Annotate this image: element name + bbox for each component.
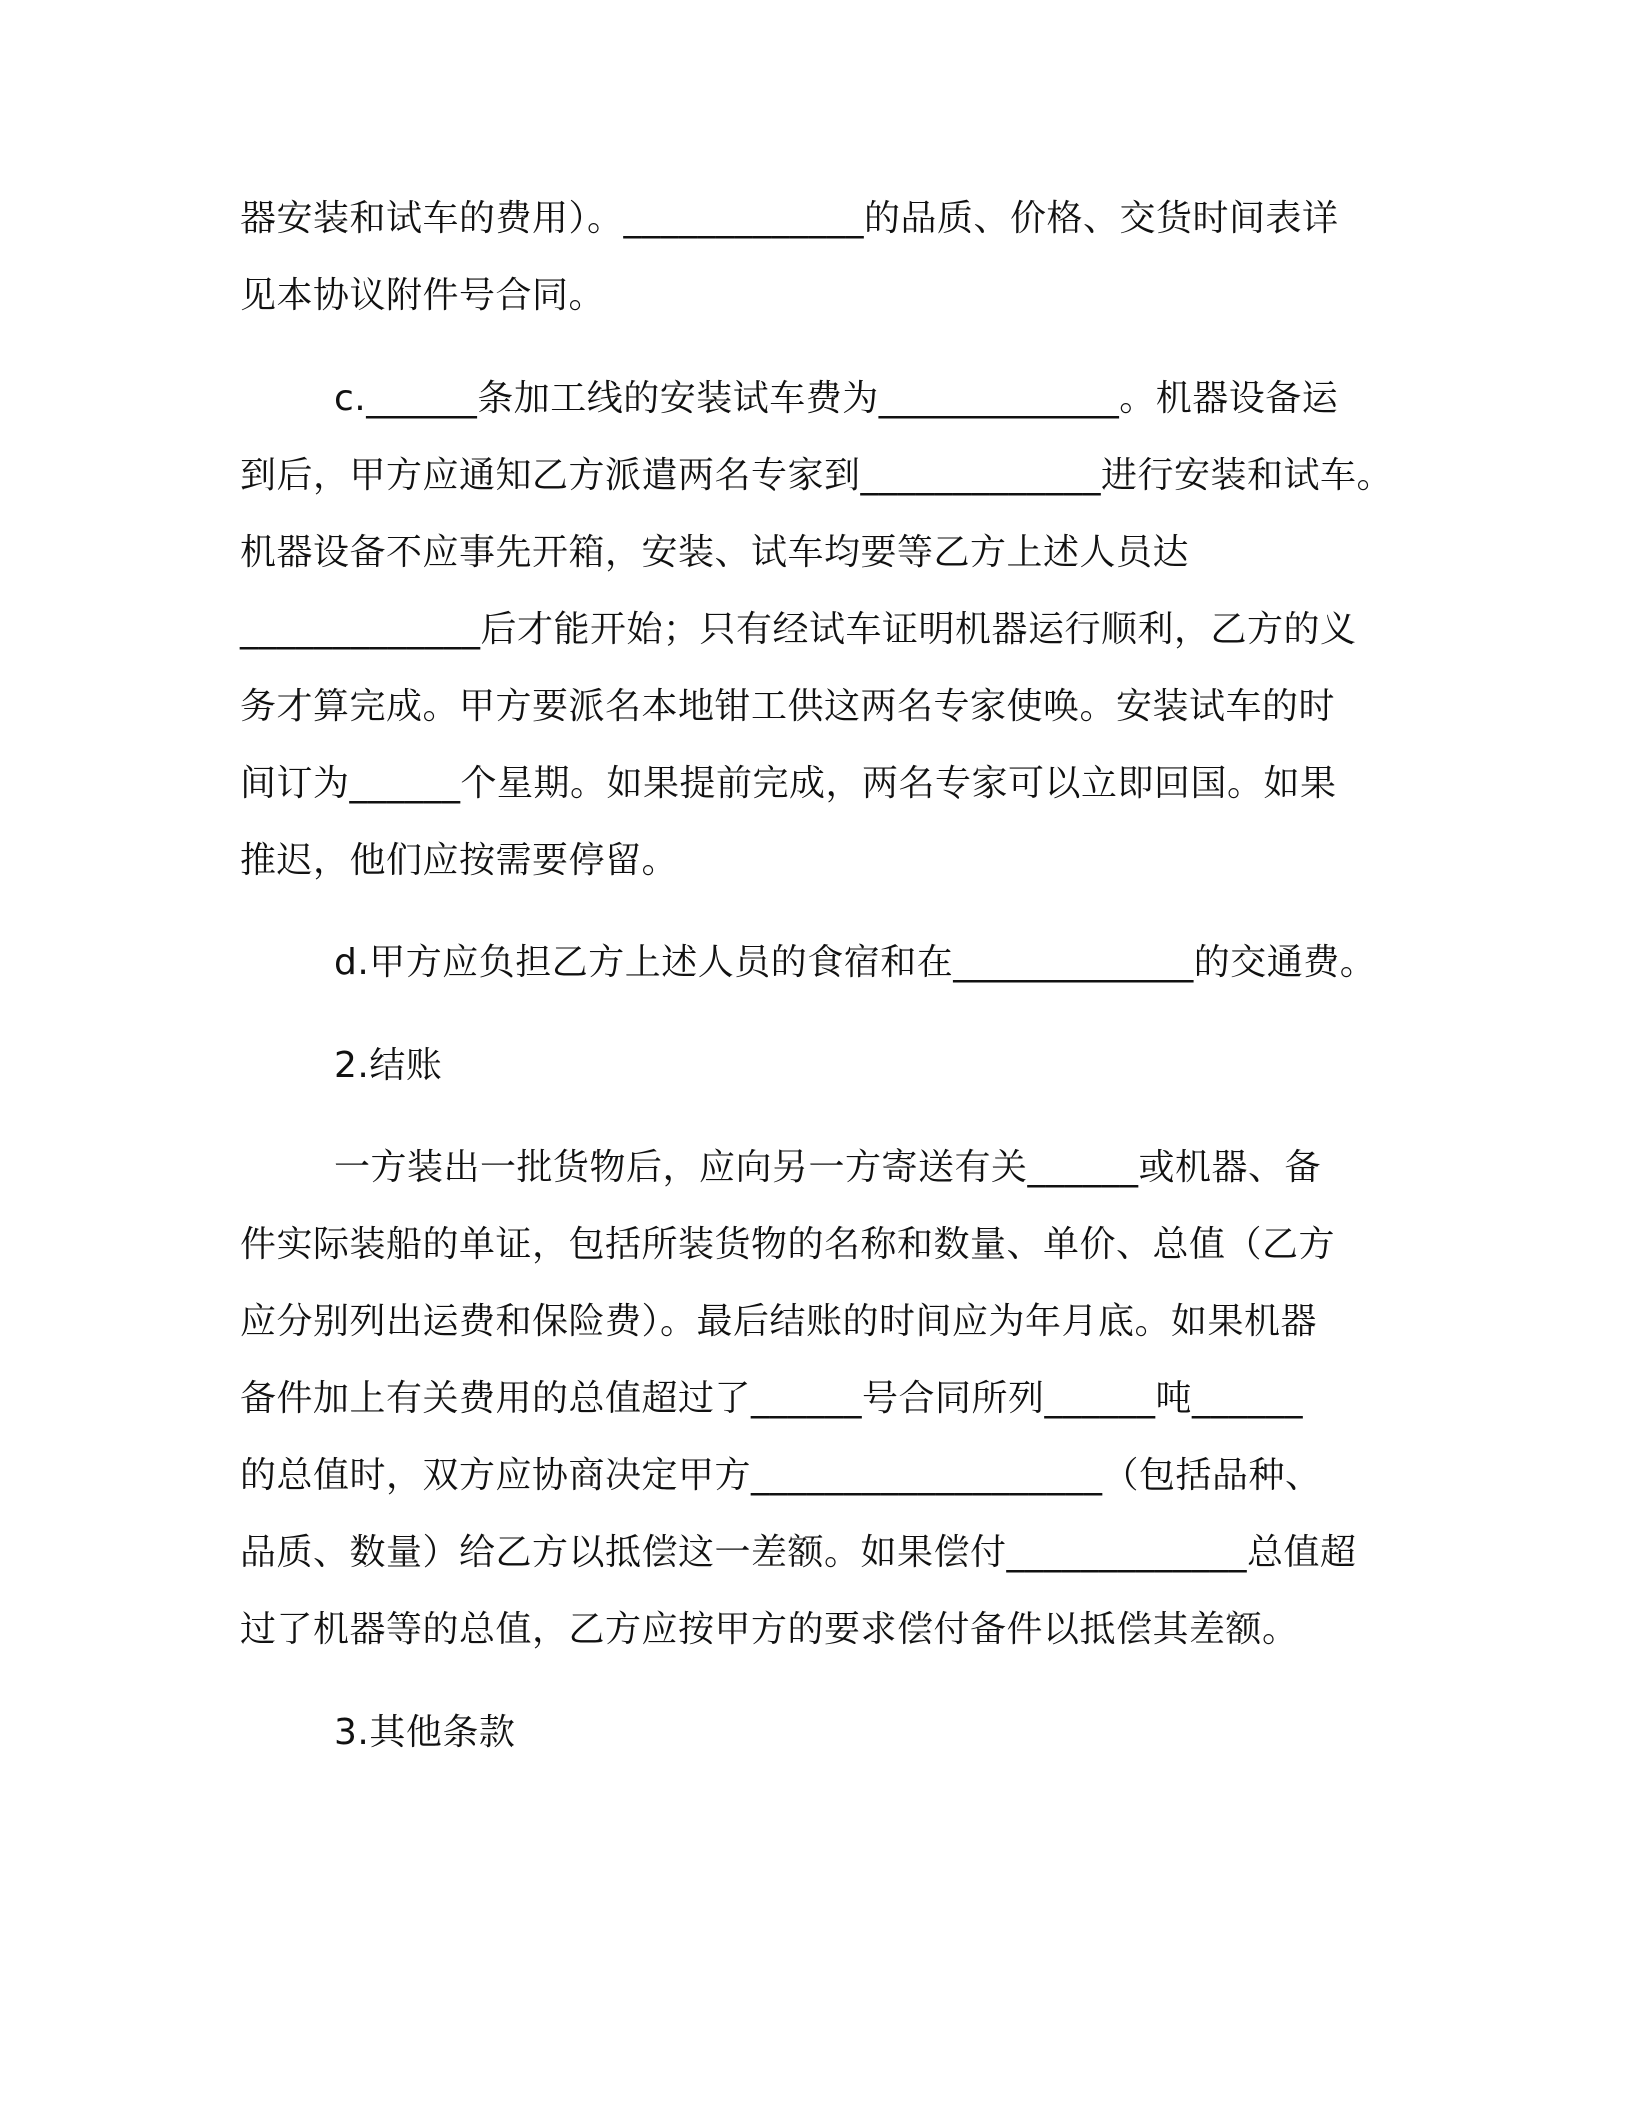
paragraph-c-line-3: 机器设备不应事先开箱，安装、试车均要等乙方上述人员达 <box>240 532 1190 573</box>
paragraph-d-line-1: d.甲方应负担乙方上述人员的食宿和在_____________的交通费。 <box>334 942 1377 983</box>
section-heading-settlement: 2.结账 <box>334 1045 443 1086</box>
paragraph-b-line-1: 器安装和试车的费用）。_____________的品质、价格、交货时间表详 <box>240 198 1339 239</box>
paragraph-c-line-5: 务才算完成。甲方要派名本地钳工供这两名专家使唤。安装试车的时 <box>240 686 1336 727</box>
paragraph-c-line-7: 推迟，他们应按需要停留。 <box>240 840 679 881</box>
paragraph-c-line-4: _____________后才能开始；只有经试车证明机器运行顺利，乙方的义 <box>240 609 1357 650</box>
paragraph-c-line-1: c.______条加工线的安装试车费为_____________。机器设备运 <box>334 378 1339 419</box>
settlement-line-4: 备件加上有关费用的总值超过了______号合同所列______吨______ <box>240 1378 1304 1419</box>
paragraph-c-line-6: 间订为______个星期。如果提前完成，两名专家可以立即回国。如果 <box>240 763 1337 804</box>
settlement-line-1: 一方装出一批货物后，应向另一方寄送有关______或机器、备 <box>334 1147 1322 1188</box>
paragraph-b-line-2: 见本协议附件号合同。 <box>240 275 606 316</box>
section-heading-other-terms: 3.其他条款 <box>334 1712 516 1753</box>
settlement-line-2: 件实际装船的单证，包括所装货物的名称和数量、单价、总值（乙方 <box>240 1224 1336 1265</box>
settlement-line-7: 过了机器等的总值，乙方应按甲方的要求偿付备件以抵偿其差额。 <box>240 1609 1299 1650</box>
settlement-line-3: 应分别列出运费和保险费）。最后结账的时间应为年月底。如果机器 <box>240 1301 1318 1342</box>
paragraph-c-line-2: 到后，甲方应通知乙方派遣两名专家到_____________进行安装和试车。 <box>240 455 1394 496</box>
settlement-line-6: 品质、数量）给乙方以抵偿这一差额。如果偿付_____________总值超 <box>240 1532 1357 1573</box>
settlement-line-5: 的总值时，双方应协商决定甲方___________________（包括品种、 <box>240 1455 1322 1496</box>
